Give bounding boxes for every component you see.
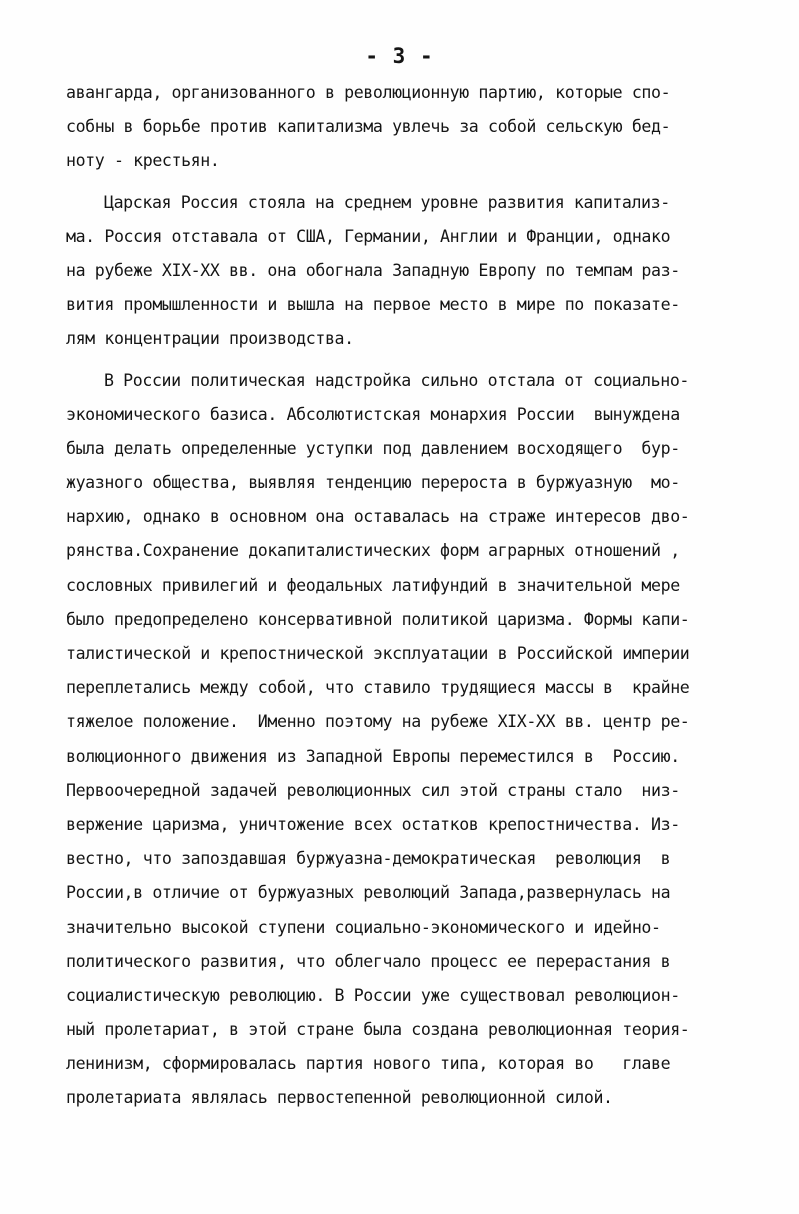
text-line: В России политическая надстройка сильно отстала от социально- <box>104 370 690 390</box>
paragraph-3 <box>66 364 756 1116</box>
text-line: значительно высокой ступени социально-экономического и идейно- <box>66 917 661 937</box>
text-line: вестно, что запоздавшая буржуазна-демократическая революция в <box>66 849 671 869</box>
text-line: авангарда, организованного в революционную партию, которые спо- <box>66 83 671 102</box>
text-line: была делать определенные уступки под давлением восходящего бур- <box>66 438 680 458</box>
text-line: жуазного общества, выявляя тенденцию перероста в буржуазную мо- <box>66 473 680 493</box>
text-line: талистической и крепостнической эксплуатации в Российской империи <box>66 644 690 663</box>
text-line: вития промышленности и вышла на первое место в мире по показате- <box>66 295 680 315</box>
text-line: было предопределено консервативной политикой царизма. Формы капи- <box>66 609 690 629</box>
text-line: Первоочередной задачей революционных сил этой страны стало низ- <box>66 780 680 800</box>
text-line: переплетались между собой, что ставило трудящиеся массы в крайне <box>66 678 690 698</box>
text-line: экономического базиса. Абсолютистская монархия России вынуждена <box>66 404 680 424</box>
text-line: ноту - крестьян. <box>66 151 220 171</box>
text-line: ный пролетариат, в этой стране была создана революционная теория- <box>66 1020 690 1040</box>
text-line: нархию, однако в основном она оставалась на страже интересов дво- <box>66 507 690 527</box>
text-line: вержение царизма, уничтожение всех остатков крепостничества. Из- <box>66 814 680 834</box>
text-line: тяжелое положение. Именно поэтому на рубеже XIX-XX вв. центр ре- <box>66 712 690 732</box>
text-line: пролетариата являлась первостепенной революционной силой. <box>66 1088 613 1108</box>
text-line: рянства.Сохранение докапиталистических форм аграрных отношений , <box>66 541 680 561</box>
text-line: политического развития, что облегчало процесс ее перерастания в <box>66 951 671 971</box>
text-line: ленинизм, сформировалась партия нового типа, которая во главе <box>66 1054 671 1074</box>
paragraph-1 <box>66 76 756 179</box>
text-line: Царская Россия стояла на среднем уровне развития капитализ- <box>104 192 670 212</box>
page-number: - 3 - <box>365 44 434 68</box>
body-text <box>66 76 756 1116</box>
text-line: собны в борьбе против капитализма увлечь за собой сельскую бед- <box>66 117 671 137</box>
paragraph-2 <box>66 186 756 357</box>
text-line: лям концентрации производства. <box>66 329 354 349</box>
text-line: ма. Россия отставала от США, Германии, Англии и Франции, однако <box>66 226 671 246</box>
text-line: социалистическую революцию. В России уже существовал революцион- <box>66 985 680 1005</box>
text-line: сословных привилегий и феодальных латифундий в значительной мере <box>66 575 680 595</box>
text-line: волюционного движения из Западной Европы переместился в Россию. <box>66 746 680 766</box>
text-line: на рубеже XIX-XX вв. она обогнала Западную Европу по темпам раз- <box>66 260 680 280</box>
text-line: России,в отличие от буржуазных революций Запада,развернулась на <box>66 883 671 903</box>
